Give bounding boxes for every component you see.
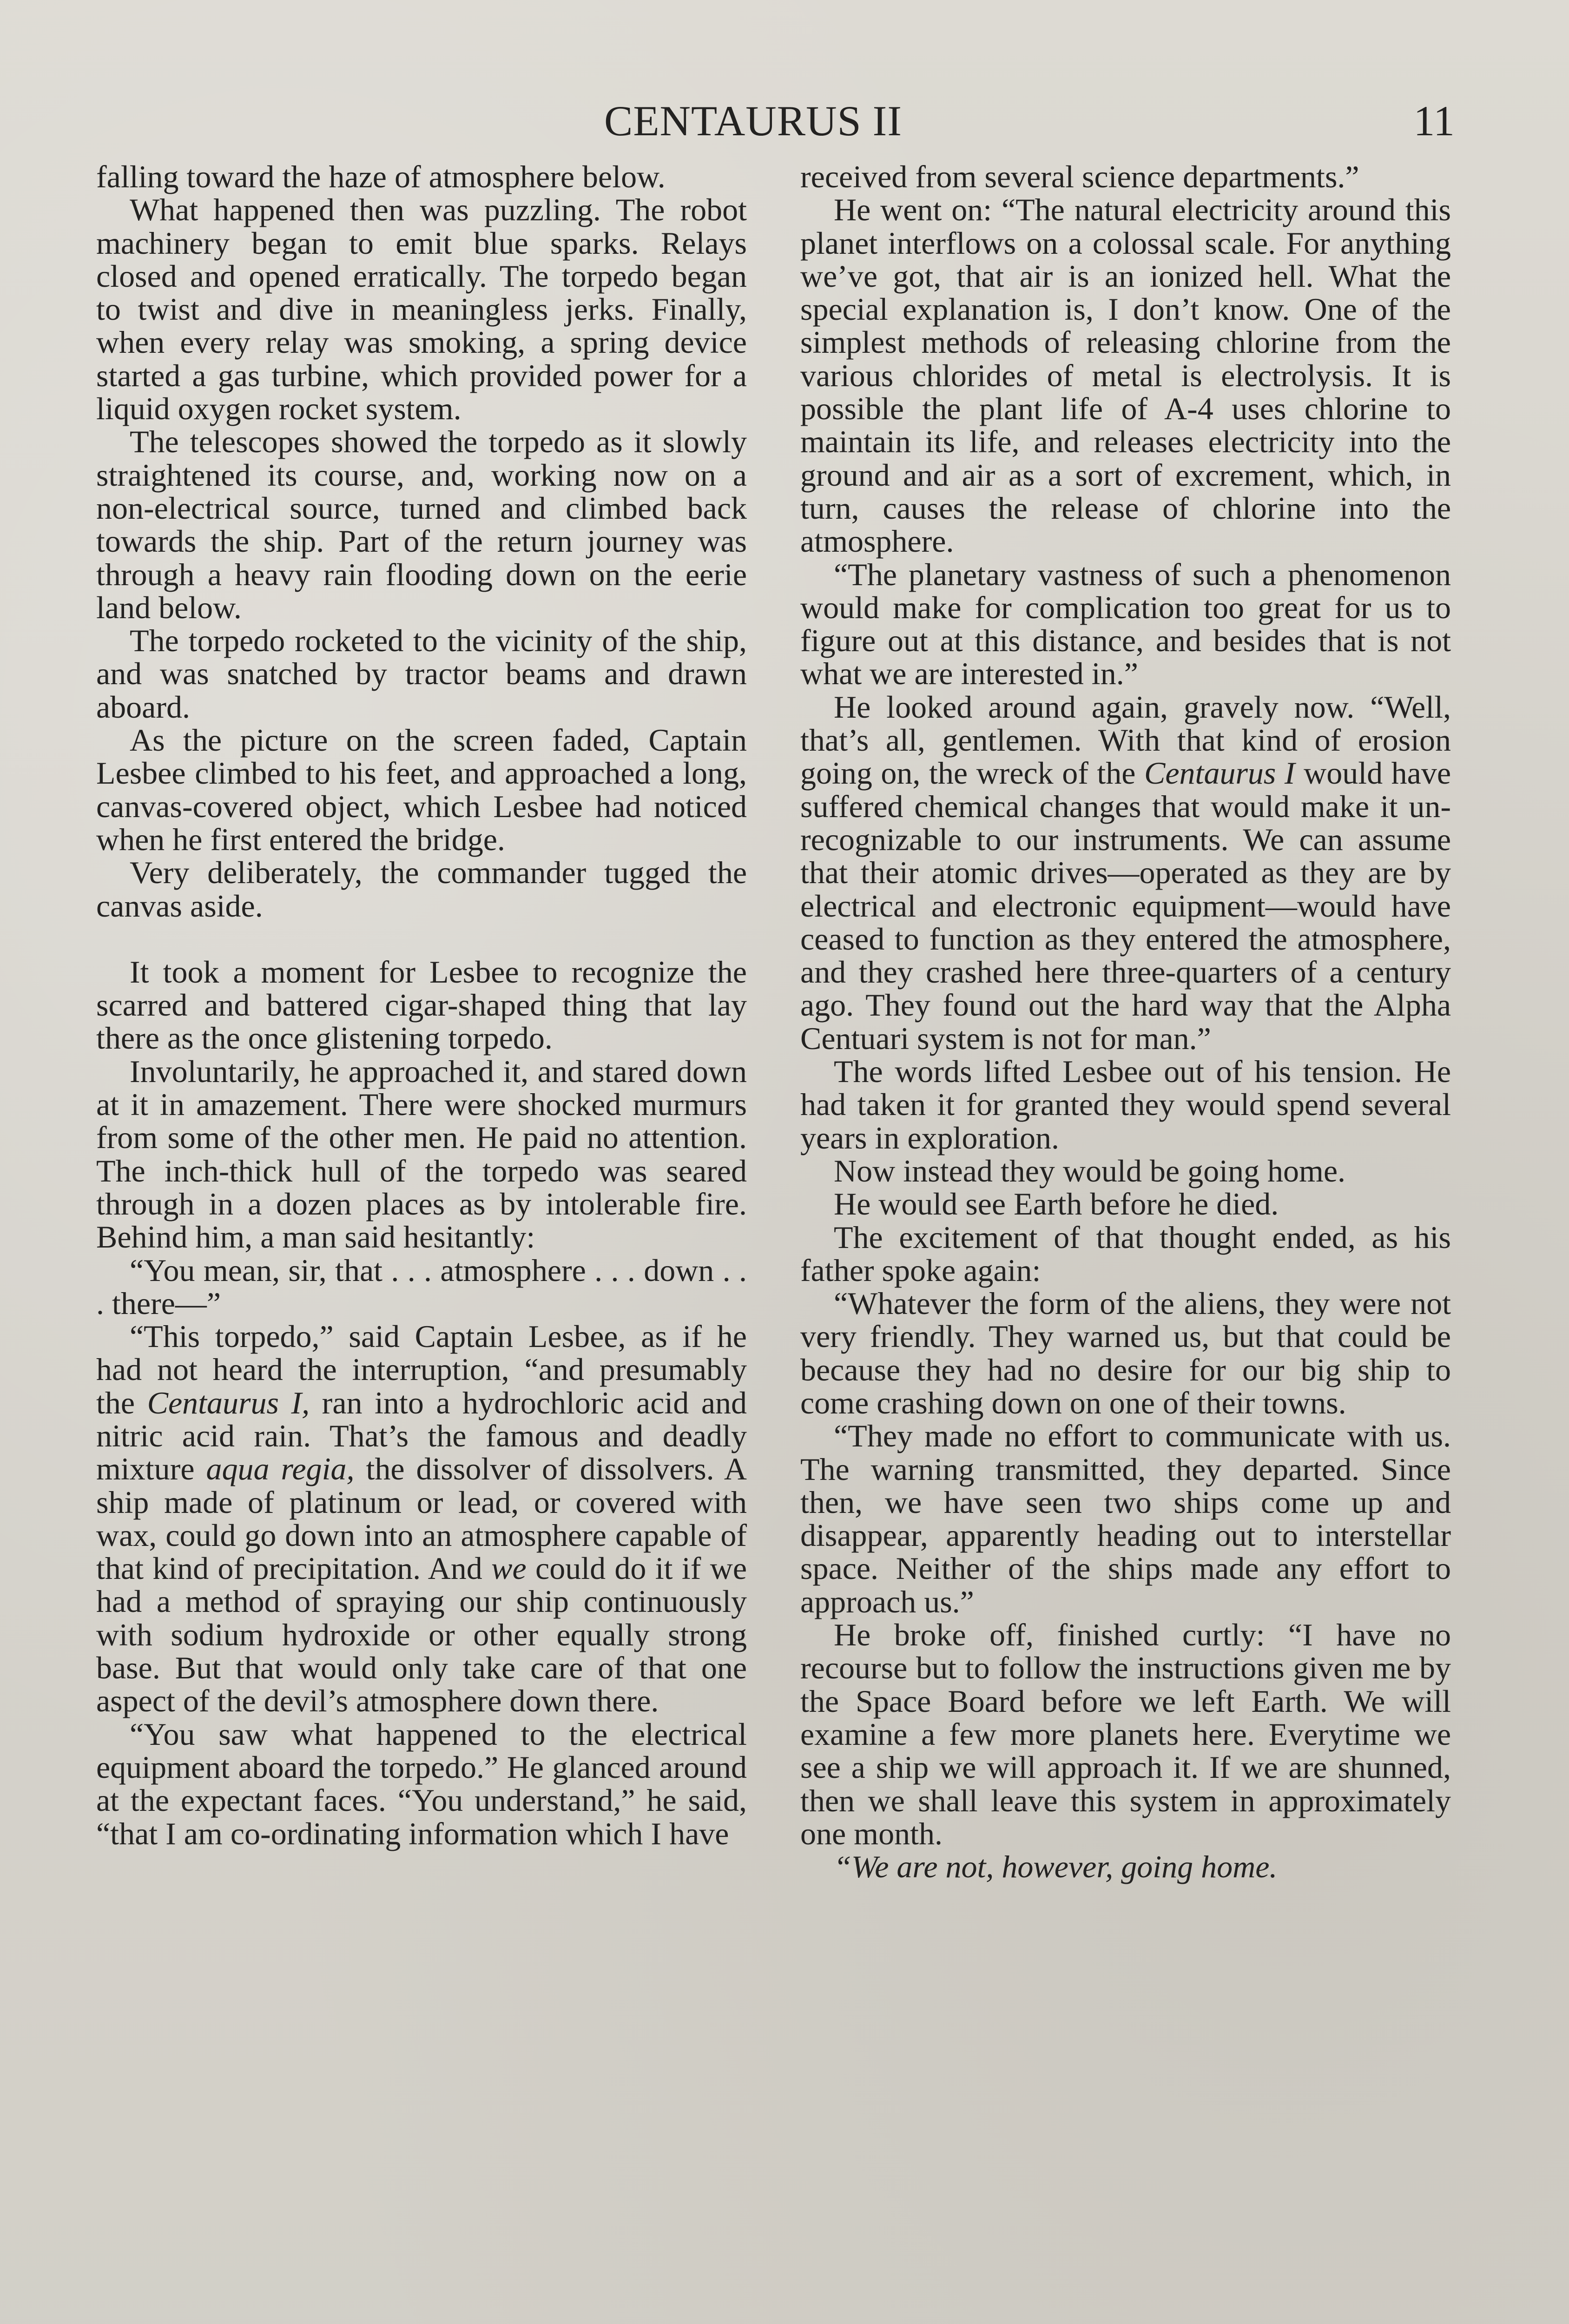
paragraph: The torpedo rocketed to the vicinity of the ship, and was snatched by tractor beams and drawn aboard. [96, 623, 747, 725]
paragraph: It took a moment for Lesbee to recognize the scarred and battered cigar-shaped thing that lay there as the once glistening torpedo. [96, 954, 747, 1056]
italic-text: Centaurus I [1144, 755, 1295, 791]
paragraph [800, 691, 1451, 1055]
paragraph: falling toward the haze of atmosphere below. [96, 159, 666, 194]
italic-text: Centaurus I, [147, 1385, 310, 1420]
paragraph: He broke off, finished curtly: “I have no recourse but to follow the instructions given me by the Space Board before we left Earth. We will examine a few more planets here. Everytime we see a ship we will approach it. If we are shunned, then we shall leave this system in approximately one month. [800, 1617, 1451, 1851]
paragraph: “They made no effort to communicate with us. The warning transmitted, they departed. Since then, we have seen two ships come up and disappear, apparently heading out to interstellar space. Neither of the ships made any effort to approach us.” [800, 1418, 1451, 1619]
paragraph: The words lifted Lesbee out of his tension. He had taken it for granted they would spend several years in exploration. [800, 1054, 1451, 1155]
text-run: He looked around again, gravely now. “Well, that’s all, gentlemen. With that kind of erosion going on, the wreck of the [800, 689, 1451, 791]
text-run: ran into a hydrochloric acid and nitric acid rain. That’s the famous and deadly mixture [96, 1385, 747, 1487]
paragraph [96, 1320, 747, 1718]
paragraph: What happened then was puzzling. The robot machinery began to emit blue sparks. Relays closed and opened erratically. The torpedo began to twist and dive in meaningless jerks. Finally, when every relay was smoking, a spring device started a gas turbine, which provided power for a liquid oxygen rocket system. [96, 192, 747, 427]
paragraph: He would see Earth before he died. [834, 1186, 1279, 1222]
paragraph: The excitement of that thought ended, as his father spoke again: [800, 1219, 1451, 1288]
paragraph [800, 1850, 1451, 1883]
text-run: would have suffered chemical changes that would make it unrecognizable to our instruments. We can assume that their atomic drives—operated as they are by electrical and electronic equipment—would have ceased to function as they entered the atmosphere, and they crashed here three-quarters of a century ago. They found out the hard way that the Alpha Centuari system is not for man.” [800, 755, 1451, 1056]
paragraph: received from several science departments.” [800, 159, 1359, 194]
italic-text: aqua regia, [206, 1451, 355, 1487]
text-run: “This torpedo,” said Captain Lesbee, as if he had not heard the interruption, “and presumably the [96, 1319, 747, 1420]
italic-text: we [491, 1551, 527, 1586]
paragraph: “Whatever the form of the aliens, they were not very friendly. They warned us, but that could be because they had no desire for our big ship to come crashing down on one of their towns. [800, 1286, 1451, 1420]
paragraph: The telescopes showed the torpedo as it slowly straightened its course, and, working now on a non-electrical source, turned and climbed back towards the ship. Part of the return journey was through a heavy rain flooding down on the eerie land below. [96, 424, 747, 625]
running-title: CENTAURUS II [604, 97, 902, 145]
italic-text: “We are not, however, going home. [834, 1849, 1278, 1885]
paragraph: Very deliberately, the commander tugged the canvas aside. [96, 855, 747, 924]
paragraph: He went on: “The natural electricity around this planet interflows on a colossal scale. For anything we’ve got, that air is an ionized hell. What the special explanation is, I don’t know. One of the simplest methods of releasing chlorine from the various chlorides of metal is electrolysis. It is possible the plant life of A-4 uses chlorine to maintain its life, and releases electricity into the ground and air as a sort of excrement, which, in turn, causes the release of chlorine into the atmosphere. [800, 192, 1451, 559]
left-column [96, 160, 747, 1850]
paragraph: Involuntarily, he approached it, and stared down at it in amazement. There were shocked murmurs from some of the other men. He paid no attention. The inch-thick hull of the torpedo was seared through in a dozen places as by intolerable fire. Behind him, a man said hesitantly: [96, 1053, 747, 1255]
right-column [800, 160, 1451, 1883]
text-run: could do it if we had a method of spraying our ship continuously with sodium hydroxide or other equally strong base. But that would only take care of that one aspect of the devil’s atmosphere down there. [96, 1551, 747, 1719]
paragraph: Now instead they would be going home. [834, 1153, 1346, 1188]
paragraph: “You mean, sir, that . . . atmosphere . . . down . . . there—” [96, 1252, 747, 1321]
page-number: 11 [1413, 97, 1455, 145]
paragraph: As the picture on the screen faded, Captain Lesbee climbed to his feet, and approached a long, canvas-covered object, which Lesbee had noticed when he first entered the bridge. [96, 722, 747, 857]
paragraph: “The planetary vastness of such a phenomenon would make for complication too great for us to figure out at this distance, and besides that is not what we are interested in.” [800, 556, 1451, 692]
paragraph: “You saw what happened to the electrical equipment aboard the torpedo.” He glanced around at the expectant faces. “You understand,” he said, “that I am co-ordinating information which I have [96, 1716, 747, 1851]
page-header [604, 93, 1455, 153]
text-run: the dissolver of dissolvers. A ship made of platinum or lead, or covered with wax, could go down into an atmosphere capable of that kind of precipitation. And [96, 1451, 747, 1586]
